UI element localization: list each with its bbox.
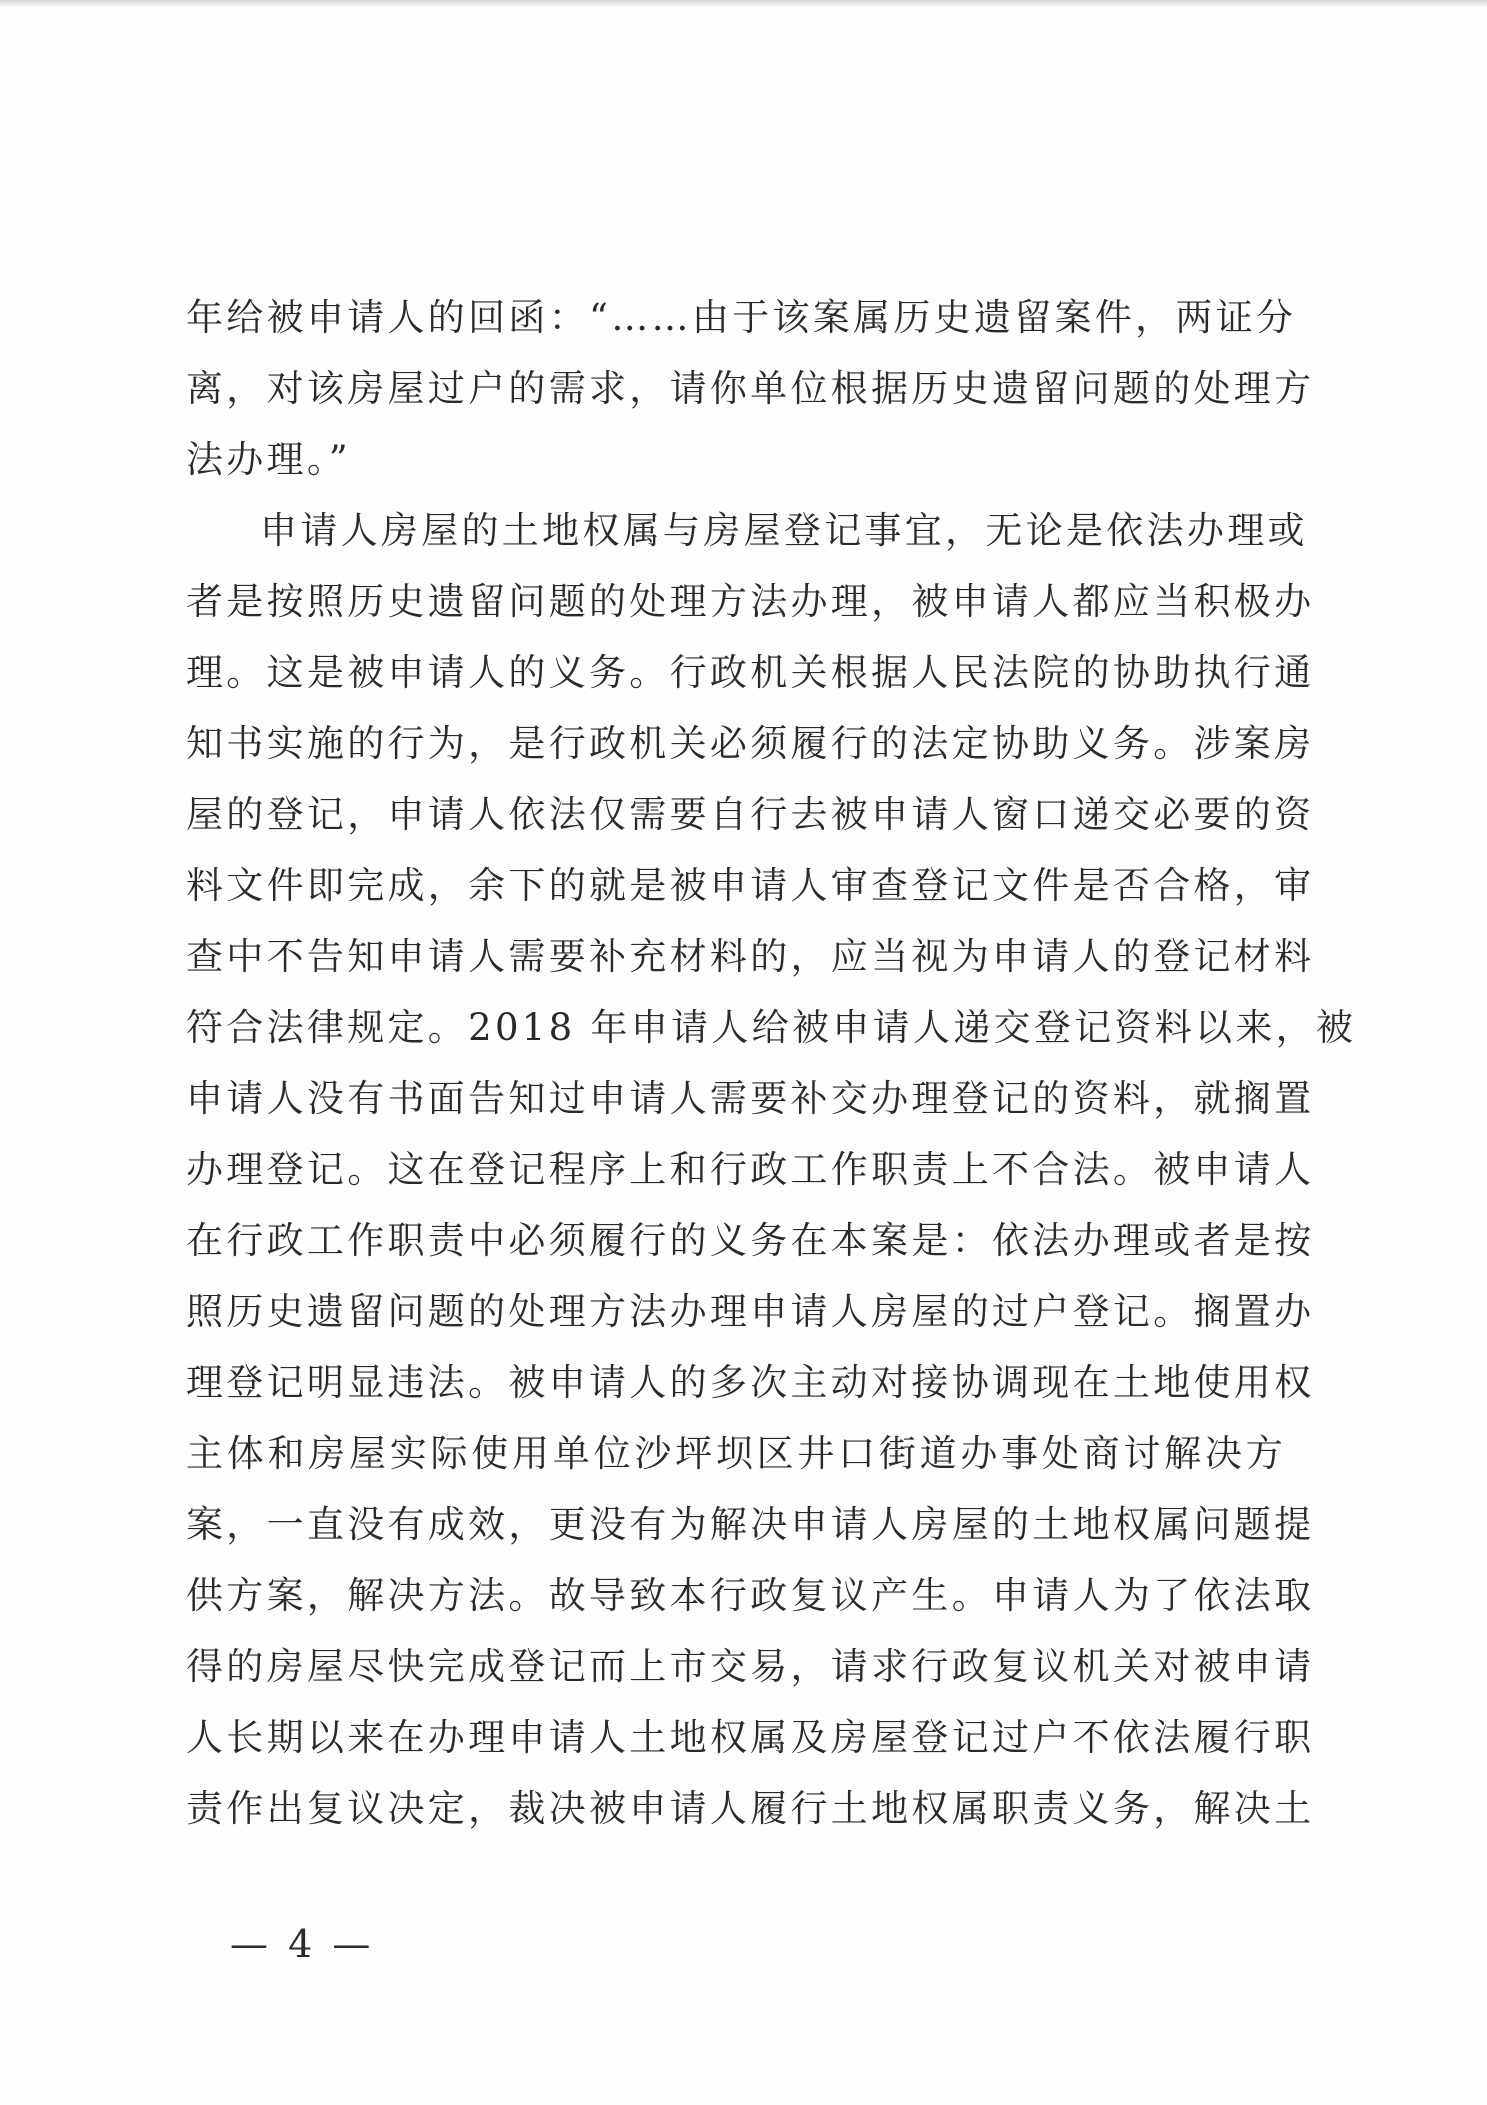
text-line: 得的房屋尽快完成登记而上市交易，请求行政复议机关对被申请 bbox=[186, 1645, 1315, 1688]
text-line: 理。这是被申请人的义务。行政机关根据人民法院的协助执行通 bbox=[186, 651, 1315, 694]
page-number: — 4 — bbox=[230, 1922, 375, 1966]
scan-edge bbox=[0, 0, 1487, 8]
body-text bbox=[186, 282, 1357, 1844]
text-line: 办理登记。这在登记程序上和行政工作职责上不合法。被申请人 bbox=[186, 1148, 1315, 1191]
text-line: 主体和房屋实际使用单位沙坪坝区井口街道办事处商讨解决方 bbox=[186, 1432, 1286, 1475]
text-line: 料文件即完成，余下的就是被申请人审查登记文件是否合格，审 bbox=[186, 864, 1315, 907]
text-line: 理登记明显违法。被申请人的多次主动对接协调现在土地使用权 bbox=[186, 1361, 1315, 1404]
text-line: 查中不告知申请人需要补充材料的，应当视为申请人的登记材料 bbox=[186, 935, 1315, 978]
text-line: 申请人没有书面告知过申请人需要补交办理登记的资料，就搁置 bbox=[186, 1077, 1315, 1120]
text-line: 案，一直没有成效，更没有为解决申请人房屋的土地权属问题提 bbox=[186, 1503, 1315, 1546]
text-line: 法办理。” bbox=[186, 438, 351, 481]
text-line: 照历史遗留问题的处理方法办理申请人房屋的过户登记。搁置办 bbox=[186, 1290, 1315, 1333]
text-line: 屋的登记，申请人依法仅需要自行去被申请人窗口递交必要的资 bbox=[186, 793, 1315, 836]
text-line: 申请人房屋的土地权属与房屋登记事宜，无论是依法办理或 bbox=[260, 509, 1308, 552]
text-line: 者是按照历史遗留问题的处理方法办理，被申请人都应当积极办 bbox=[186, 580, 1315, 623]
text-line: 知书实施的行为，是行政机关必须履行的法定协助义务。涉案房 bbox=[186, 722, 1315, 765]
text-line: 离，对该房屋过户的需求，请你单位根据历史遗留问题的处理方 bbox=[186, 367, 1315, 410]
text-line: 责作出复议决定，裁决被申请人履行土地权属职责义务，解决土 bbox=[186, 1787, 1315, 1830]
text-line: 在行政工作职责中必须履行的义务在本案是：依法办理或者是按 bbox=[186, 1219, 1315, 1262]
text-line: 符合法律规定。2018 年申请人给被申请人递交登记资料以来，被 bbox=[186, 1006, 1357, 1049]
text-line: 人长期以来在办理申请人土地权属及房屋登记过户不依法履行职 bbox=[186, 1716, 1315, 1759]
text-line: 供方案，解决方法。故导致本行政复议产生。申请人为了依法取 bbox=[186, 1574, 1315, 1617]
text-line: 年给被申请人的回函：“……由于该案属历史遗留案件，两证分 bbox=[186, 296, 1297, 339]
